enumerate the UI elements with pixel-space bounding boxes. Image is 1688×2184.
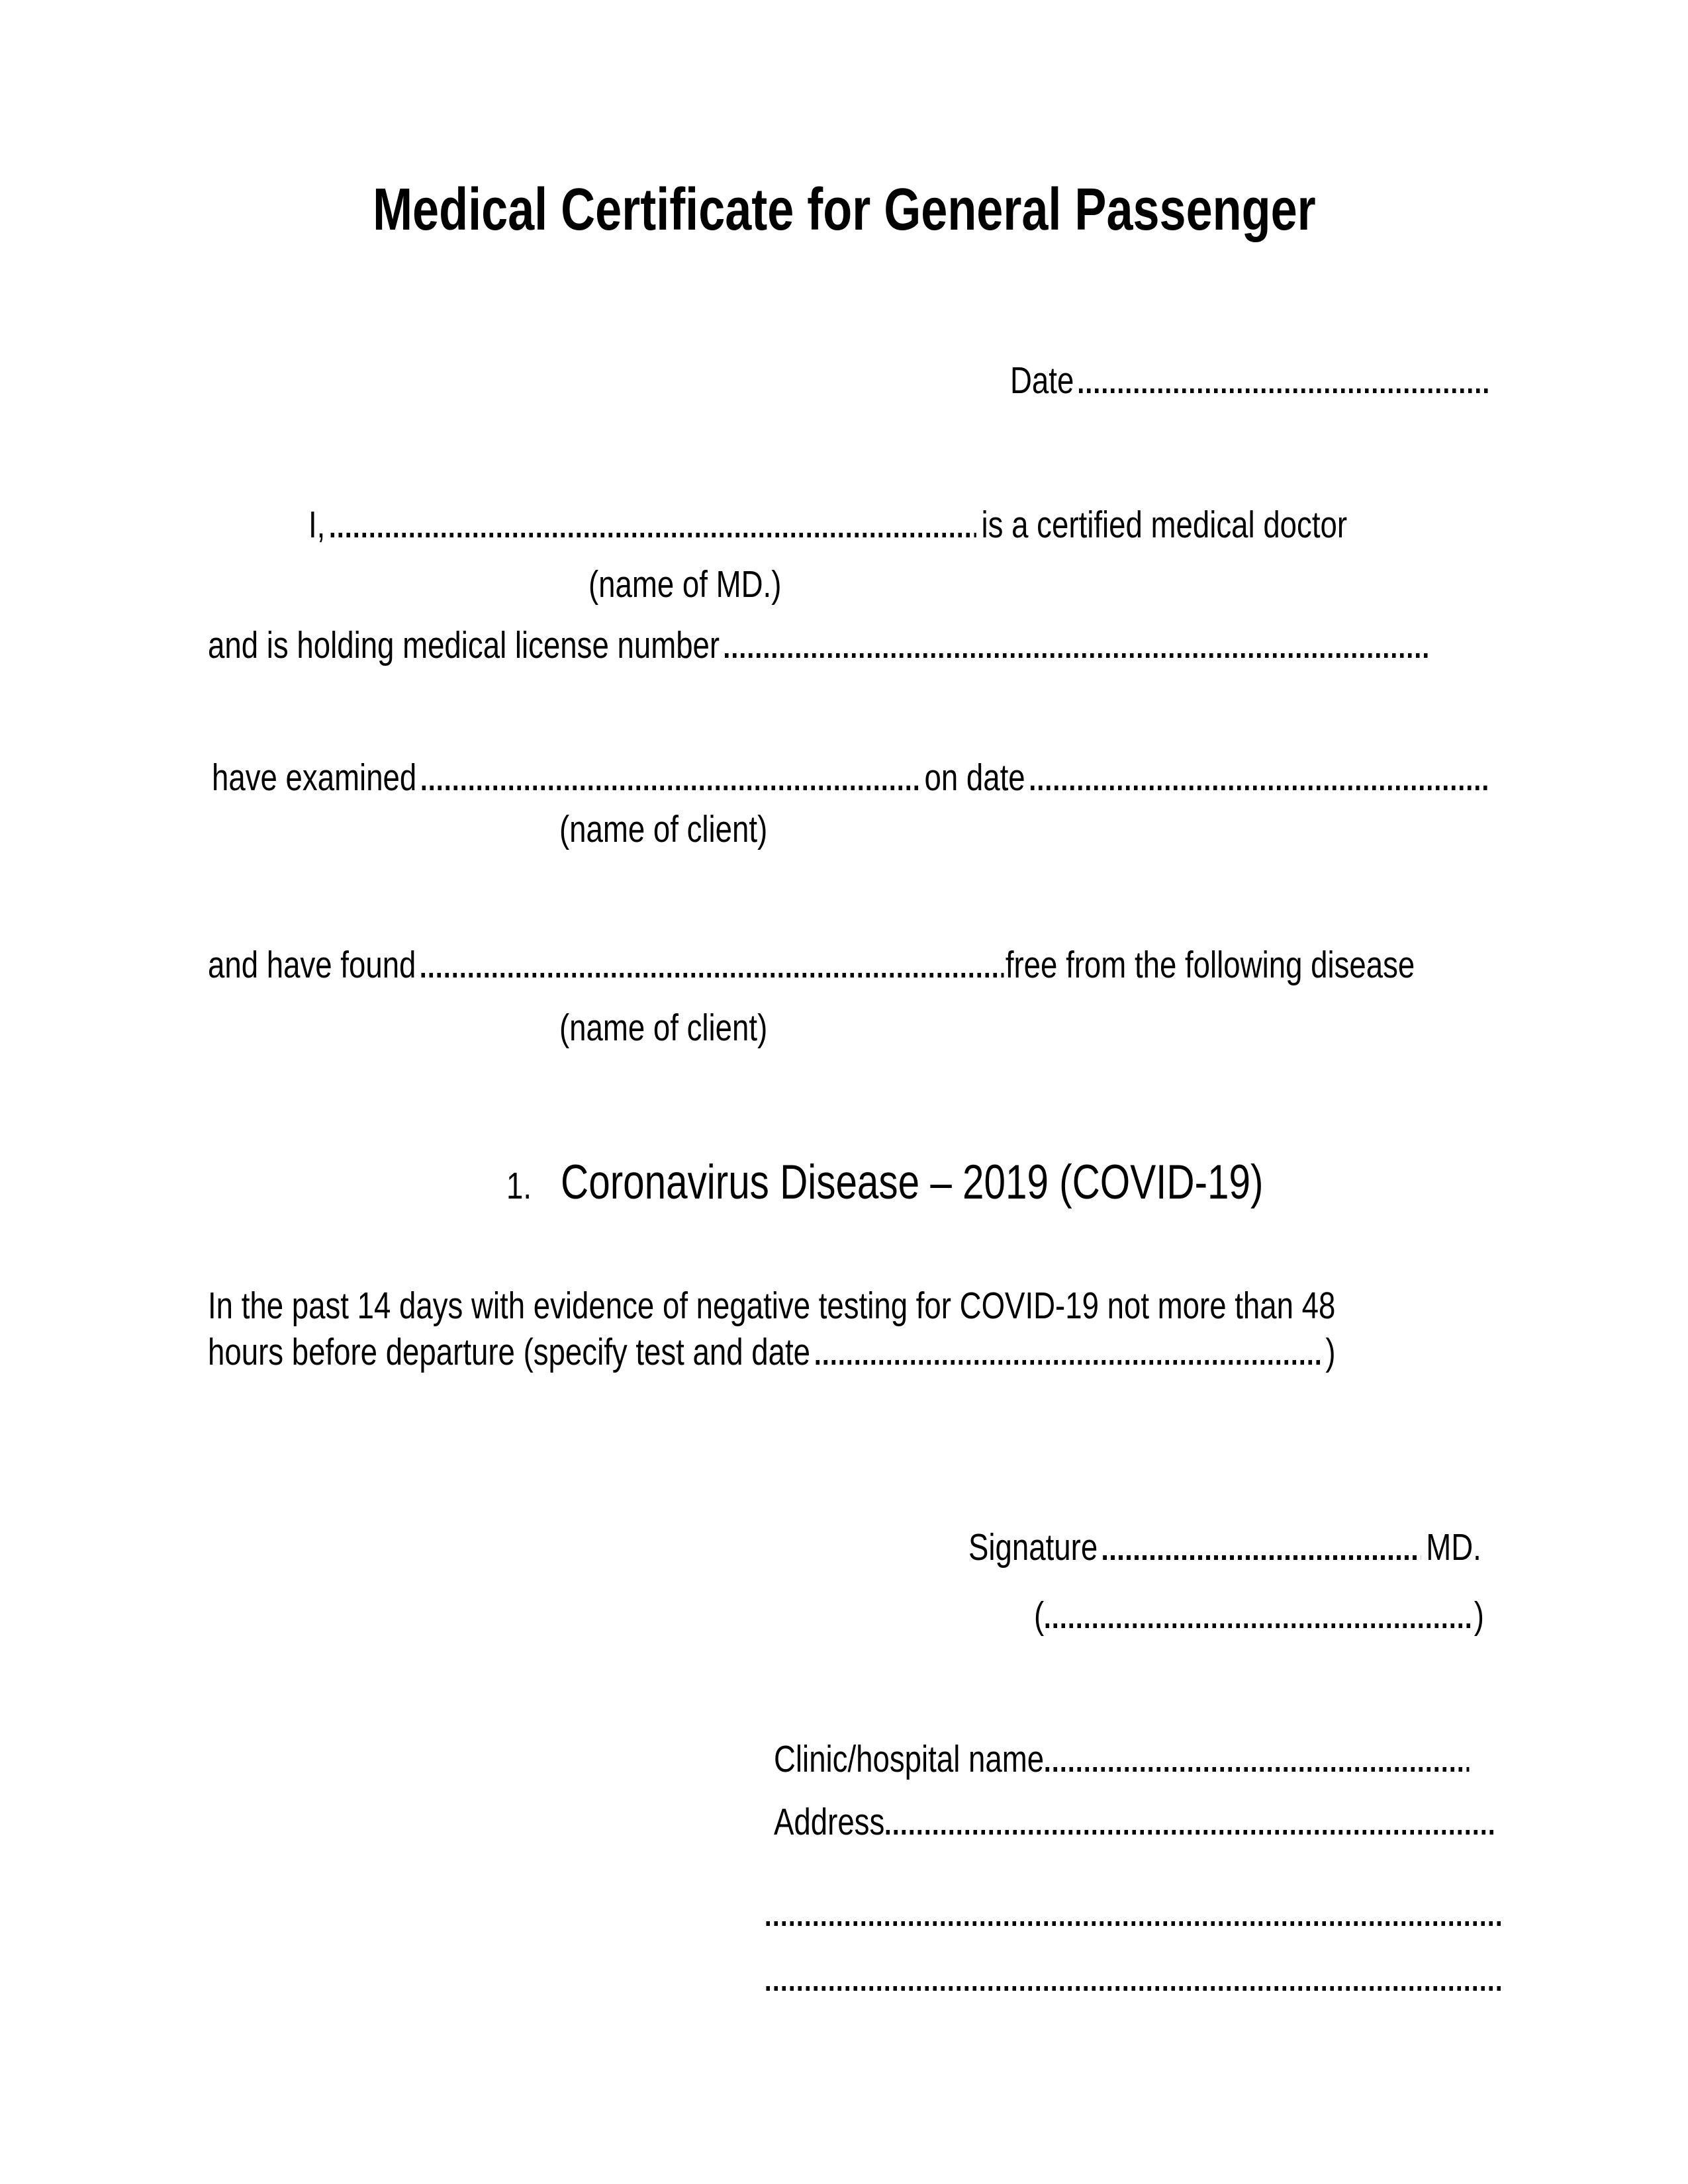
test-and-date-field[interactable] (816, 1360, 1324, 1365)
signature-row (968, 1526, 1610, 1569)
license-number-field[interactable] (725, 653, 1431, 658)
address-extra-line-1 (765, 1895, 1688, 1933)
signature-label: Signature (968, 1526, 1098, 1569)
doctor-suffix: is a certified medical doctor (981, 504, 1348, 546)
disease-heading-number: 1. (506, 1165, 532, 1207)
address-extra-line-2 (765, 1960, 1688, 1997)
address-field[interactable] (886, 1830, 1495, 1835)
doctor-row (308, 506, 1607, 544)
doctor-prefix: I, (308, 504, 326, 546)
examined-row (212, 756, 1688, 799)
client-caption-row-1 (559, 808, 820, 850)
md-name-caption-row (588, 563, 829, 606)
address-extra-field-2[interactable] (766, 1986, 1504, 1991)
covid-paragraph-text2: hours before departure (specify test and date (208, 1331, 811, 1373)
signature-name-row (1034, 1594, 1597, 1637)
date-label: Date (1010, 359, 1074, 402)
address-row (774, 1803, 1682, 1841)
address-label: Address (774, 1801, 885, 1843)
date-field[interactable] (1079, 388, 1489, 393)
client-caption-row-2 (559, 1009, 820, 1047)
signature-name-open-paren: ( (1034, 1594, 1045, 1637)
clinic-label: Clinic/hospital name (774, 1738, 1045, 1780)
examined-mid-label: on date (924, 756, 1025, 799)
signature-suffix: MD. (1426, 1526, 1481, 1569)
clinic-row (774, 1738, 1650, 1780)
md-name-field[interactable] (330, 533, 976, 537)
signature-field[interactable] (1103, 1555, 1421, 1560)
found-client-name-field[interactable] (421, 973, 1004, 978)
signature-name-field[interactable] (1046, 1623, 1473, 1628)
document-title-text: Medical Certificate for General Passenger (372, 177, 1316, 243)
covid-paragraph-line1 (208, 1287, 1617, 1325)
covid-paragraph-close-paren: ) (1325, 1331, 1336, 1373)
examined-label: have examined (212, 756, 417, 799)
license-row (208, 624, 1688, 666)
client-name-field[interactable] (422, 786, 919, 790)
found-row (208, 946, 1688, 984)
exam-date-field[interactable] (1031, 786, 1491, 790)
clinic-name-field[interactable] (1045, 1767, 1469, 1772)
disease-heading-row (506, 1156, 1452, 1209)
client-caption-1: (name of client) (559, 808, 768, 850)
found-label: and have found (208, 944, 416, 986)
found-suffix: free from the following disease (1005, 944, 1415, 986)
disease-heading-text: Coronavirus Disease – 2019 (COVID-19) (561, 1156, 1264, 1209)
covid-paragraph-line2 (208, 1331, 1618, 1373)
license-label: and is holding medical license number (208, 624, 720, 666)
address-extra-field-1[interactable] (766, 1921, 1504, 1926)
date-row (1010, 359, 1616, 402)
signature-name-close-paren: ) (1474, 1594, 1484, 1637)
client-caption-2: (name of client) (559, 1007, 768, 1049)
document-title (0, 177, 1688, 243)
covid-paragraph-text1: In the past 14 days with evidence of negative testing for COVID-19 not more than 48 (208, 1285, 1336, 1327)
md-name-caption: (name of MD.) (588, 563, 782, 606)
